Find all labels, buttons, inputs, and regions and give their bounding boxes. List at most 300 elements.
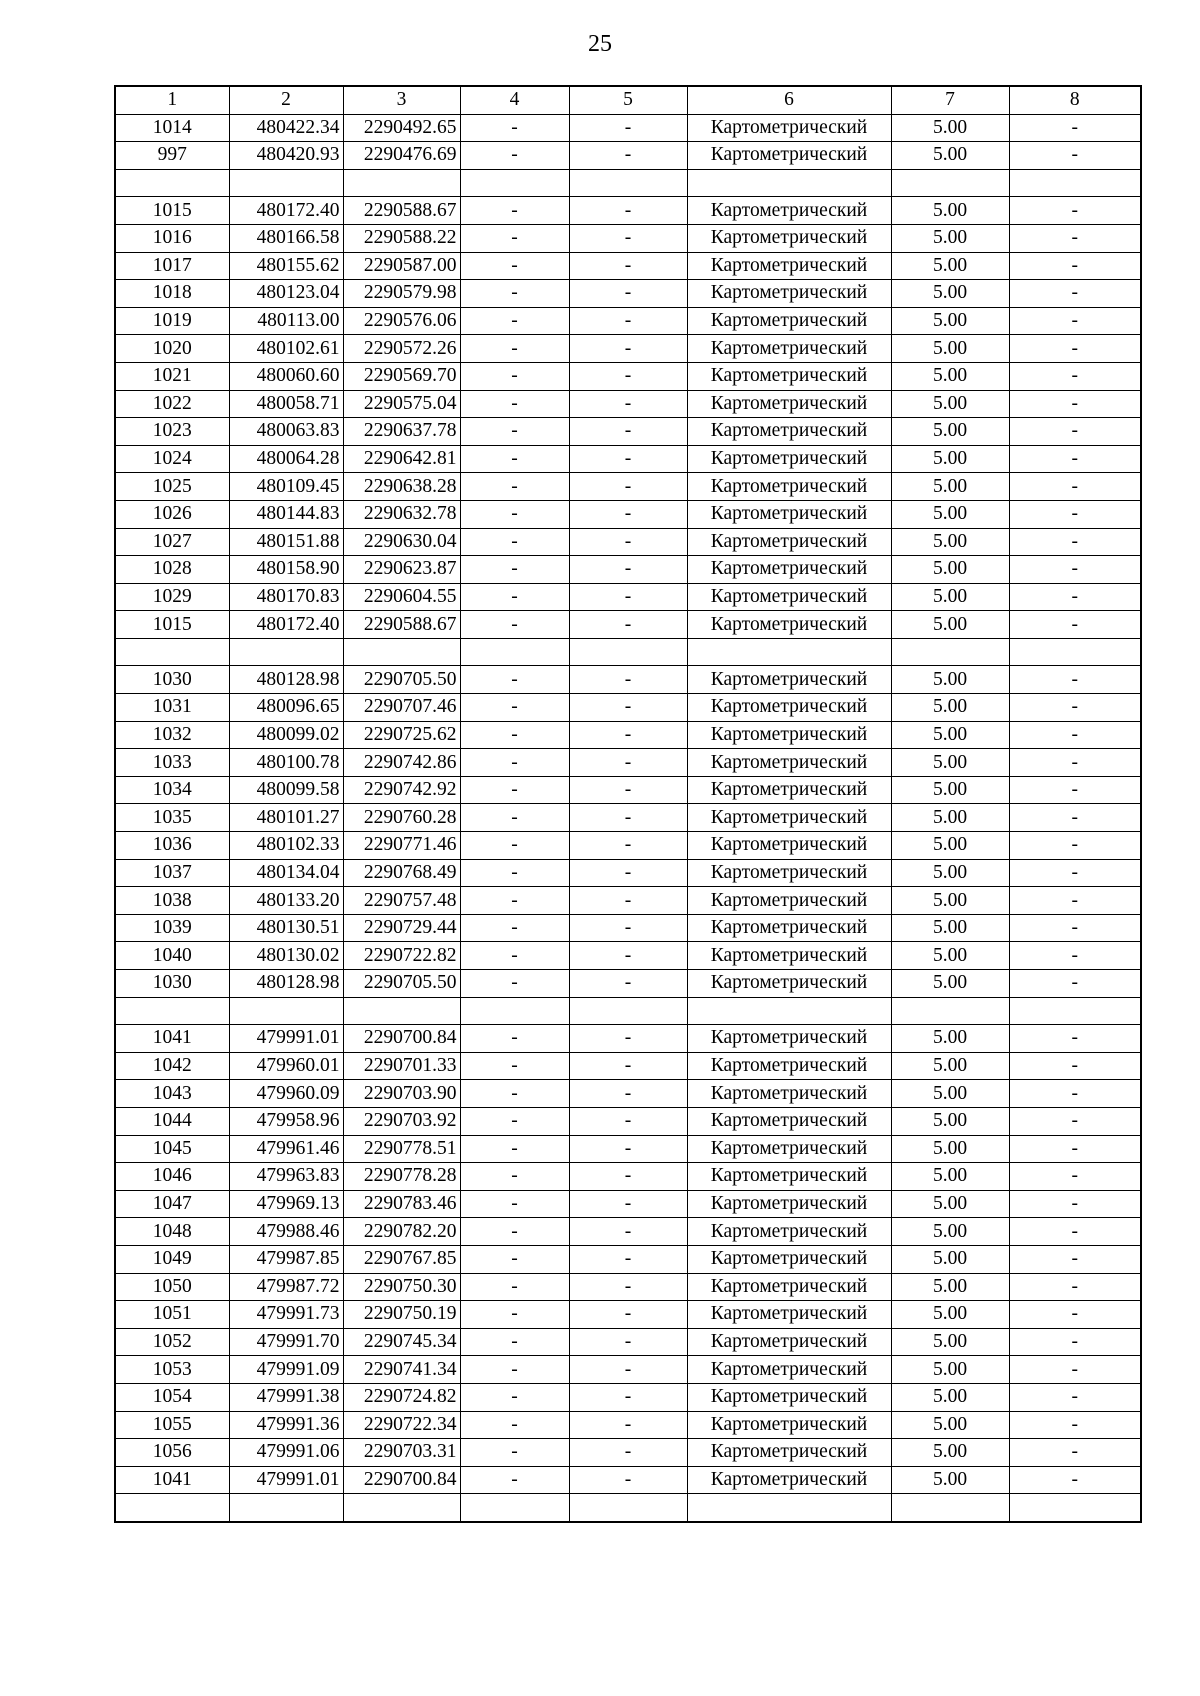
table-cell: 2290575.04 bbox=[343, 390, 460, 418]
table-cell: 2290701.33 bbox=[343, 1052, 460, 1080]
table-cell bbox=[1009, 997, 1141, 1025]
table-cell: 1021 bbox=[115, 362, 229, 390]
table-cell: Картометрический bbox=[687, 362, 891, 390]
table-header bbox=[115, 86, 1141, 114]
table-cell bbox=[687, 638, 891, 666]
table-cell: 2290760.28 bbox=[343, 804, 460, 832]
table-cell: 2290587.00 bbox=[343, 252, 460, 280]
table-cell: - bbox=[569, 804, 687, 832]
table-cell: 5.00 bbox=[891, 611, 1009, 639]
table-cell: 5.00 bbox=[891, 1163, 1009, 1191]
table-cell: - bbox=[460, 1383, 569, 1411]
table-cell: 2290588.22 bbox=[343, 224, 460, 252]
table-cell: Картометрический bbox=[687, 611, 891, 639]
table-cell: 479988.46 bbox=[229, 1218, 343, 1246]
table-cell: - bbox=[1009, 859, 1141, 887]
table-cell: Картометрический bbox=[687, 1383, 891, 1411]
table-cell: 479991.38 bbox=[229, 1383, 343, 1411]
table-cell: 1041 bbox=[115, 1025, 229, 1053]
table-cell: 2290750.19 bbox=[343, 1301, 460, 1329]
table-cell: 2290476.69 bbox=[343, 142, 460, 170]
table-cell: 479991.01 bbox=[229, 1466, 343, 1494]
table-cell: - bbox=[569, 197, 687, 225]
table-cell bbox=[687, 169, 891, 197]
table-cell bbox=[1009, 169, 1141, 197]
table-row bbox=[115, 142, 1141, 170]
table-cell bbox=[460, 1494, 569, 1522]
table-cell: - bbox=[569, 1190, 687, 1218]
table-row bbox=[115, 804, 1141, 832]
table-row bbox=[115, 445, 1141, 473]
table-cell bbox=[569, 1494, 687, 1522]
table-row bbox=[115, 224, 1141, 252]
table-cell: Картометрический bbox=[687, 694, 891, 722]
table-cell: - bbox=[1009, 776, 1141, 804]
table-row bbox=[115, 970, 1141, 998]
table-cell: Картометрический bbox=[687, 749, 891, 777]
table-cell: 479969.13 bbox=[229, 1190, 343, 1218]
table-cell: 480134.04 bbox=[229, 859, 343, 887]
table-cell: 480133.20 bbox=[229, 887, 343, 915]
table-cell: 479991.01 bbox=[229, 1025, 343, 1053]
table-row bbox=[115, 1273, 1141, 1301]
table-cell: 5.00 bbox=[891, 307, 1009, 335]
table-cell: - bbox=[460, 832, 569, 860]
table-cell: 479960.09 bbox=[229, 1080, 343, 1108]
table-cell: 1048 bbox=[115, 1218, 229, 1246]
table-cell: Картометрический bbox=[687, 1163, 891, 1191]
table-cell: 480130.02 bbox=[229, 942, 343, 970]
table-cell: 480064.28 bbox=[229, 445, 343, 473]
table-cell: - bbox=[1009, 1107, 1141, 1135]
table-row bbox=[115, 583, 1141, 611]
table-cell: 1029 bbox=[115, 583, 229, 611]
table-cell bbox=[343, 169, 460, 197]
table-cell: 1018 bbox=[115, 280, 229, 308]
table-cell: Картометрический bbox=[687, 1135, 891, 1163]
table-row bbox=[115, 556, 1141, 584]
table-row bbox=[115, 611, 1141, 639]
table-row bbox=[115, 1218, 1141, 1246]
table-cell bbox=[891, 1494, 1009, 1522]
table-cell: 5.00 bbox=[891, 445, 1009, 473]
table-cell: Картометрический bbox=[687, 1025, 891, 1053]
table-cell: 1015 bbox=[115, 611, 229, 639]
table-row bbox=[115, 887, 1141, 915]
table-row bbox=[115, 1411, 1141, 1439]
table-cell: - bbox=[569, 859, 687, 887]
table-cell: 480113.00 bbox=[229, 307, 343, 335]
table-cell: - bbox=[569, 362, 687, 390]
table-cell: - bbox=[460, 252, 569, 280]
table-cell: 2290700.84 bbox=[343, 1466, 460, 1494]
table-cell: Картометрический bbox=[687, 721, 891, 749]
table-cell: - bbox=[569, 1163, 687, 1191]
table-cell: 5.00 bbox=[891, 1052, 1009, 1080]
table-cell: 1028 bbox=[115, 556, 229, 584]
table-cell: - bbox=[569, 1356, 687, 1384]
table-cell: 2290729.44 bbox=[343, 914, 460, 942]
table-row bbox=[115, 914, 1141, 942]
table-cell: 1033 bbox=[115, 749, 229, 777]
table-cell: 5.00 bbox=[891, 970, 1009, 998]
table-cell: 2290700.84 bbox=[343, 1025, 460, 1053]
table-cell: 2290767.85 bbox=[343, 1245, 460, 1273]
table-cell: 5.00 bbox=[891, 1080, 1009, 1108]
table-cell: 2290741.34 bbox=[343, 1356, 460, 1384]
table-cell: 5.00 bbox=[891, 418, 1009, 446]
separator-row bbox=[115, 997, 1141, 1025]
table-cell: 480128.98 bbox=[229, 970, 343, 998]
table-cell: Картометрический bbox=[687, 197, 891, 225]
table-cell: 480060.60 bbox=[229, 362, 343, 390]
table-cell: 997 bbox=[115, 142, 229, 170]
table-cell: - bbox=[569, 832, 687, 860]
table-cell: 5.00 bbox=[891, 197, 1009, 225]
table-row bbox=[115, 1163, 1141, 1191]
table-cell: - bbox=[1009, 1218, 1141, 1246]
table-cell: Картометрический bbox=[687, 528, 891, 556]
table-cell: 1027 bbox=[115, 528, 229, 556]
table-cell bbox=[115, 997, 229, 1025]
table-cell: - bbox=[460, 887, 569, 915]
table-cell: - bbox=[569, 1080, 687, 1108]
table-cell: - bbox=[460, 500, 569, 528]
table-cell bbox=[569, 997, 687, 1025]
column-header: 2 bbox=[229, 86, 343, 114]
table-cell: - bbox=[1009, 611, 1141, 639]
table-cell: - bbox=[1009, 1080, 1141, 1108]
table-cell: 2290632.78 bbox=[343, 500, 460, 528]
table-cell: - bbox=[460, 1439, 569, 1467]
table-cell bbox=[229, 1494, 343, 1522]
table-cell: - bbox=[460, 142, 569, 170]
table-cell: - bbox=[460, 224, 569, 252]
table-cell: - bbox=[460, 1245, 569, 1273]
table-cell: - bbox=[460, 1328, 569, 1356]
column-header: 4 bbox=[460, 86, 569, 114]
table-cell: 2290771.46 bbox=[343, 832, 460, 860]
table-cell: 1047 bbox=[115, 1190, 229, 1218]
table-cell bbox=[1009, 1494, 1141, 1522]
table-cell: 5.00 bbox=[891, 1411, 1009, 1439]
table-cell: - bbox=[569, 694, 687, 722]
table-cell: - bbox=[460, 611, 569, 639]
table-cell bbox=[569, 169, 687, 197]
table-cell: - bbox=[569, 445, 687, 473]
table-cell: 1023 bbox=[115, 418, 229, 446]
table-cell: - bbox=[1009, 528, 1141, 556]
table-cell: 480128.98 bbox=[229, 666, 343, 694]
table-cell: - bbox=[460, 749, 569, 777]
table-cell: - bbox=[1009, 1383, 1141, 1411]
table-cell: - bbox=[569, 280, 687, 308]
table-cell: 5.00 bbox=[891, 142, 1009, 170]
table-cell bbox=[1009, 638, 1141, 666]
table-row bbox=[115, 721, 1141, 749]
table-cell: - bbox=[569, 583, 687, 611]
table-cell: - bbox=[1009, 224, 1141, 252]
table-row bbox=[115, 307, 1141, 335]
table-cell: 5.00 bbox=[891, 1135, 1009, 1163]
table-cell: Картометрический bbox=[687, 1273, 891, 1301]
table-cell: - bbox=[460, 1218, 569, 1246]
table-cell: Картометрический bbox=[687, 280, 891, 308]
table-cell: 2290742.86 bbox=[343, 749, 460, 777]
table-cell: 5.00 bbox=[891, 500, 1009, 528]
table-cell: 5.00 bbox=[891, 1356, 1009, 1384]
table-cell: 2290703.90 bbox=[343, 1080, 460, 1108]
table-row bbox=[115, 114, 1141, 142]
table-cell: - bbox=[1009, 583, 1141, 611]
table-cell: Картометрический bbox=[687, 473, 891, 501]
table-cell: 1046 bbox=[115, 1163, 229, 1191]
table-cell: - bbox=[460, 390, 569, 418]
table-cell bbox=[115, 1494, 229, 1522]
table-cell: - bbox=[460, 1190, 569, 1218]
table-cell: 5.00 bbox=[891, 583, 1009, 611]
table-cell: - bbox=[1009, 832, 1141, 860]
table-cell: - bbox=[569, 1439, 687, 1467]
table-cell: 1026 bbox=[115, 500, 229, 528]
table-cell: - bbox=[460, 694, 569, 722]
table-cell: 1035 bbox=[115, 804, 229, 832]
table-cell: 1053 bbox=[115, 1356, 229, 1384]
table-cell: 479991.73 bbox=[229, 1301, 343, 1329]
table-cell: - bbox=[1009, 1052, 1141, 1080]
table-cell bbox=[687, 997, 891, 1025]
table-cell: 480101.27 bbox=[229, 804, 343, 832]
table-cell: 1042 bbox=[115, 1052, 229, 1080]
table-row bbox=[115, 1356, 1141, 1384]
table-cell: 5.00 bbox=[891, 224, 1009, 252]
table-cell: - bbox=[569, 1135, 687, 1163]
table-cell: - bbox=[1009, 1163, 1141, 1191]
table-cell: 5.00 bbox=[891, 1025, 1009, 1053]
coordinates-table bbox=[114, 85, 1142, 1523]
table-cell: 479991.70 bbox=[229, 1328, 343, 1356]
table-cell: Картометрический bbox=[687, 942, 891, 970]
table-cell: - bbox=[1009, 280, 1141, 308]
table-cell: Картометрический bbox=[687, 252, 891, 280]
table-cell: 5.00 bbox=[891, 942, 1009, 970]
table-cell: Картометрический bbox=[687, 445, 891, 473]
column-header: 1 bbox=[115, 86, 229, 114]
table-cell: - bbox=[1009, 942, 1141, 970]
table-cell: - bbox=[569, 1466, 687, 1494]
separator-row bbox=[115, 1494, 1141, 1522]
table-cell bbox=[115, 169, 229, 197]
table-row bbox=[115, 362, 1141, 390]
table-cell: 2290705.50 bbox=[343, 666, 460, 694]
table-row bbox=[115, 500, 1141, 528]
table-cell: 2290722.82 bbox=[343, 942, 460, 970]
table-cell: - bbox=[1009, 197, 1141, 225]
table-cell: 1054 bbox=[115, 1383, 229, 1411]
table-cell bbox=[343, 997, 460, 1025]
table-cell: Картометрический bbox=[687, 583, 891, 611]
table-cell: 2290604.55 bbox=[343, 583, 460, 611]
table-cell: 480102.33 bbox=[229, 832, 343, 860]
table-row bbox=[115, 942, 1141, 970]
table-cell: 2290778.28 bbox=[343, 1163, 460, 1191]
table-cell: - bbox=[460, 914, 569, 942]
table-row bbox=[115, 1190, 1141, 1218]
table-cell: Картометрический bbox=[687, 224, 891, 252]
table-cell: - bbox=[1009, 390, 1141, 418]
table-cell: - bbox=[1009, 1466, 1141, 1494]
table-cell bbox=[115, 638, 229, 666]
table-cell: 2290588.67 bbox=[343, 197, 460, 225]
table-cell: - bbox=[1009, 142, 1141, 170]
table-cell: 2290724.82 bbox=[343, 1383, 460, 1411]
table-row bbox=[115, 694, 1141, 722]
table-cell: - bbox=[460, 583, 569, 611]
table-body bbox=[115, 114, 1141, 1522]
table-cell: - bbox=[460, 859, 569, 887]
table-cell: Картометрический bbox=[687, 142, 891, 170]
table-cell: 1032 bbox=[115, 721, 229, 749]
table-cell: Картометрический bbox=[687, 418, 891, 446]
table-cell: 1049 bbox=[115, 1245, 229, 1273]
table-cell: 480144.83 bbox=[229, 500, 343, 528]
table-row bbox=[115, 832, 1141, 860]
table-cell: - bbox=[1009, 804, 1141, 832]
table-cell: 2290579.98 bbox=[343, 280, 460, 308]
table-cell: - bbox=[460, 280, 569, 308]
table-row bbox=[115, 1080, 1141, 1108]
table-cell: 2290637.78 bbox=[343, 418, 460, 446]
table-cell: - bbox=[460, 197, 569, 225]
table-cell: - bbox=[460, 666, 569, 694]
table-row bbox=[115, 1301, 1141, 1329]
table-cell: 5.00 bbox=[891, 914, 1009, 942]
table-cell: 1031 bbox=[115, 694, 229, 722]
table-cell: 5.00 bbox=[891, 1190, 1009, 1218]
table-cell: - bbox=[569, 666, 687, 694]
table-cell: 1050 bbox=[115, 1273, 229, 1301]
table-cell: 5.00 bbox=[891, 1301, 1009, 1329]
table-cell: - bbox=[569, 1328, 687, 1356]
table-cell: - bbox=[460, 362, 569, 390]
table-cell: 2290638.28 bbox=[343, 473, 460, 501]
column-header: 3 bbox=[343, 86, 460, 114]
table-cell: 2290703.92 bbox=[343, 1107, 460, 1135]
table-cell: - bbox=[1009, 252, 1141, 280]
table-cell: 5.00 bbox=[891, 859, 1009, 887]
table-cell: - bbox=[1009, 1328, 1141, 1356]
table-cell: 1039 bbox=[115, 914, 229, 942]
table-cell: - bbox=[460, 804, 569, 832]
table-cell: - bbox=[460, 335, 569, 363]
table-cell: 480172.40 bbox=[229, 611, 343, 639]
table-cell: 479987.85 bbox=[229, 1245, 343, 1273]
table-cell bbox=[343, 638, 460, 666]
table-row bbox=[115, 252, 1141, 280]
table-row bbox=[115, 280, 1141, 308]
table-cell: 5.00 bbox=[891, 832, 1009, 860]
table-cell: 2290623.87 bbox=[343, 556, 460, 584]
table-cell: 2290768.49 bbox=[343, 859, 460, 887]
table-row bbox=[115, 859, 1141, 887]
column-header: 6 bbox=[687, 86, 891, 114]
table-cell: - bbox=[569, 721, 687, 749]
table-cell: 479991.36 bbox=[229, 1411, 343, 1439]
table-cell: 1040 bbox=[115, 942, 229, 970]
table-cell: - bbox=[1009, 473, 1141, 501]
table-cell: - bbox=[460, 114, 569, 142]
table-row bbox=[115, 1328, 1141, 1356]
table-cell: - bbox=[1009, 556, 1141, 584]
table-cell: 480058.71 bbox=[229, 390, 343, 418]
table-cell: 5.00 bbox=[891, 1245, 1009, 1273]
table-cell: 2290745.34 bbox=[343, 1328, 460, 1356]
table-cell: 5.00 bbox=[891, 280, 1009, 308]
table-row bbox=[115, 666, 1141, 694]
table-cell: 479987.72 bbox=[229, 1273, 343, 1301]
table-cell: 479960.01 bbox=[229, 1052, 343, 1080]
table-cell: 1025 bbox=[115, 473, 229, 501]
table-cell: - bbox=[1009, 1301, 1141, 1329]
table-cell: - bbox=[569, 611, 687, 639]
table-cell: 1051 bbox=[115, 1301, 229, 1329]
table-cell: 479991.09 bbox=[229, 1356, 343, 1384]
table-cell: Картометрический bbox=[687, 390, 891, 418]
table-cell: 1016 bbox=[115, 224, 229, 252]
table-cell: 479961.46 bbox=[229, 1135, 343, 1163]
table-cell bbox=[229, 638, 343, 666]
table-cell: 479963.83 bbox=[229, 1163, 343, 1191]
table-cell: 1024 bbox=[115, 445, 229, 473]
table-cell: Картометрический bbox=[687, 970, 891, 998]
table-cell: - bbox=[460, 307, 569, 335]
table-cell: Картометрический bbox=[687, 1218, 891, 1246]
table-cell: Картометрический bbox=[687, 887, 891, 915]
table-cell: - bbox=[1009, 418, 1141, 446]
table-cell: 2290722.34 bbox=[343, 1411, 460, 1439]
table-cell bbox=[460, 169, 569, 197]
table-cell: Картометрический bbox=[687, 335, 891, 363]
table-cell bbox=[891, 997, 1009, 1025]
header-row bbox=[115, 86, 1141, 114]
table-cell: - bbox=[1009, 445, 1141, 473]
table-cell: 5.00 bbox=[891, 1383, 1009, 1411]
table-cell: 2290783.46 bbox=[343, 1190, 460, 1218]
table-cell: Картометрический bbox=[687, 1052, 891, 1080]
table-cell: 2290750.30 bbox=[343, 1273, 460, 1301]
table-cell: 480096.65 bbox=[229, 694, 343, 722]
column-header: 5 bbox=[569, 86, 687, 114]
table-cell: - bbox=[1009, 1273, 1141, 1301]
table-cell: 1037 bbox=[115, 859, 229, 887]
table-cell: - bbox=[569, 418, 687, 446]
table-cell: Картометрический bbox=[687, 1190, 891, 1218]
table-cell: 5.00 bbox=[891, 666, 1009, 694]
table-cell: 2290705.50 bbox=[343, 970, 460, 998]
table-cell: 5.00 bbox=[891, 721, 1009, 749]
table-cell: - bbox=[569, 1052, 687, 1080]
table-cell bbox=[229, 997, 343, 1025]
table-cell: - bbox=[460, 721, 569, 749]
table-cell: - bbox=[1009, 914, 1141, 942]
table-cell: 5.00 bbox=[891, 694, 1009, 722]
table-cell: - bbox=[569, 1383, 687, 1411]
table-cell bbox=[891, 638, 1009, 666]
table-row bbox=[115, 1245, 1141, 1273]
table-cell: - bbox=[569, 390, 687, 418]
table-cell: 480170.83 bbox=[229, 583, 343, 611]
table-cell: 2290778.51 bbox=[343, 1135, 460, 1163]
